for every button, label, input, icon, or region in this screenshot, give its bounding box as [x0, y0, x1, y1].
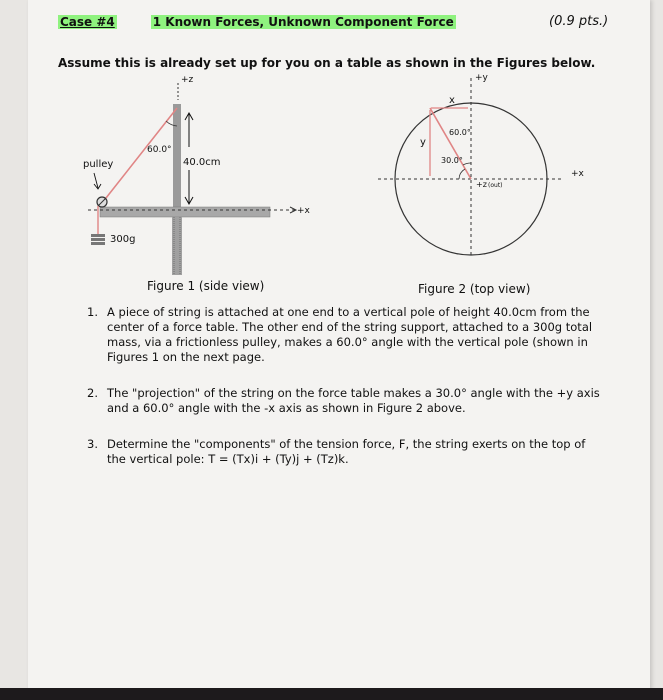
x-component-label: x [449, 95, 455, 106]
fig1-x-axis-label: +x [297, 206, 310, 216]
question-list [87, 305, 607, 488]
list-item [87, 305, 607, 365]
figure1-caption: Figure 1 (side view) [147, 279, 265, 293]
pulley-label: pulley [83, 159, 114, 170]
fig1-z-axis-label: +z [181, 75, 194, 85]
item-number: 3. [87, 437, 98, 451]
item-text: The "projection" of the string on the force table makes a 30.0° angle with the +y axis and a 60.0° angle with the -x axis as shown in Figure 2 above. [107, 386, 600, 415]
hanging-mass [91, 242, 105, 245]
fig2-z-out-label: (out) [488, 182, 503, 189]
case-label: Case #4 [60, 15, 115, 29]
intro-text: Assume this is already set up for you on a table as shown in the Figures below. [58, 56, 596, 70]
list-item [87, 386, 607, 416]
item-number: 1. [87, 305, 98, 319]
item-text: Determine the "components" of the tension force, F, the string exerts on the top of the vertical pole: T = (Tx)i + (Ty)j + (Tz)k. [107, 437, 586, 466]
figure2-top-view [378, 73, 585, 258]
fig2-angle-y-label: 60.0° [449, 128, 471, 137]
item-number: 2. [87, 386, 98, 400]
table-leg [172, 217, 182, 275]
fig2-y-axis-label: +y [475, 73, 488, 83]
fig2-angle-x-label: 30.0° [441, 156, 463, 165]
bottom-edge [0, 688, 663, 700]
fig2-x-axis-label: +x [571, 169, 584, 179]
item-text: A piece of string is attached at one end to a vertical pole of height 40.0cm from the center of a force table. The other end of the string support, attached to a 300g total mass, via a frictionless pulley, makes a 60.0° angle with the vertical pole (shown in Figures 1 on the next page. [107, 305, 593, 364]
figure1-side-view [83, 75, 311, 275]
fig1-angle-label: 60.0° [147, 145, 172, 155]
figure2-caption: Figure 2 (top view) [418, 282, 531, 296]
y-component-label: y [420, 137, 426, 148]
string-projection [430, 108, 471, 179]
case-topic: 1 Known Forces, Unknown Component Force [152, 15, 454, 29]
vertical-pole [173, 104, 181, 214]
list-item [87, 437, 607, 467]
points-value: (0.9 pts.) [549, 14, 609, 29]
fig2-z-axis-label: +z [476, 180, 487, 189]
mass-label: 300g [110, 234, 136, 245]
table-top [100, 207, 270, 217]
fig1-height-label: 40.0cm [183, 157, 221, 168]
